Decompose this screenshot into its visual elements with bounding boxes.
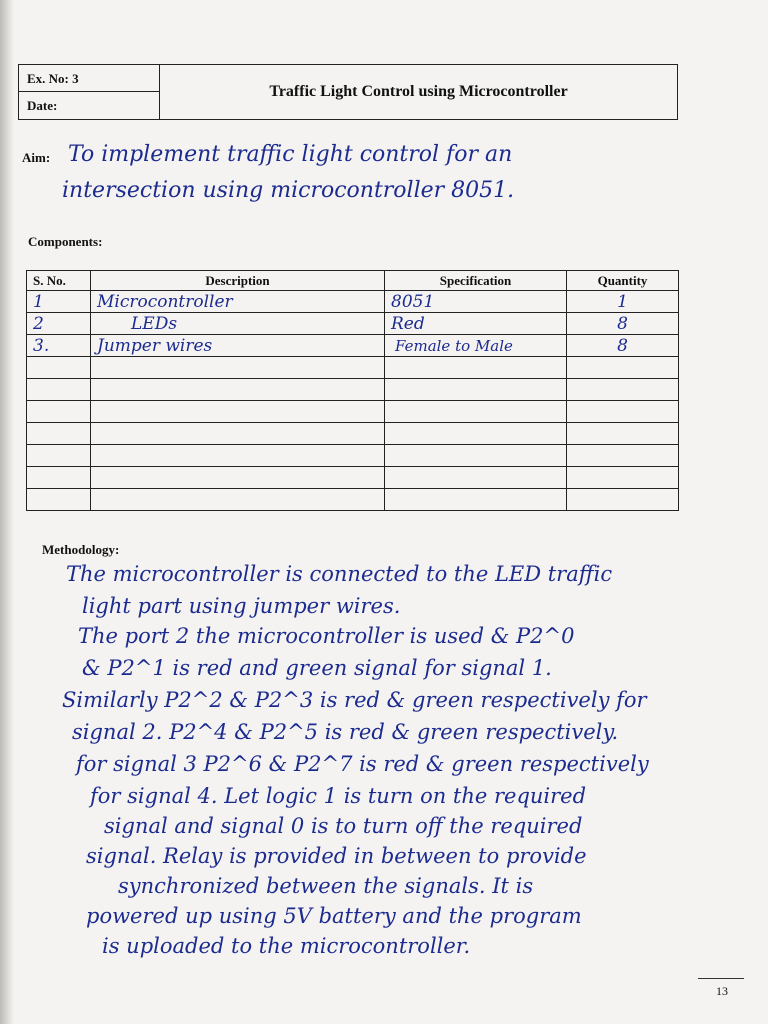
cell-quantity xyxy=(567,467,679,489)
cell-description: Microcontroller xyxy=(91,291,385,313)
cell-specification: 8051 xyxy=(385,291,567,313)
cell-sno xyxy=(27,467,91,489)
cell-sno xyxy=(27,357,91,379)
cell-description xyxy=(91,379,385,401)
components-table xyxy=(26,270,679,511)
cell-sno: 2 xyxy=(27,313,91,335)
cell-specification xyxy=(385,489,567,511)
column-header-sno: S. No. xyxy=(27,271,91,291)
methodology-line: synchronized between the signals. It is xyxy=(118,874,534,898)
cell-description xyxy=(91,423,385,445)
experiment-header xyxy=(18,64,678,120)
date-label: Date: xyxy=(27,98,58,113)
methodology-line: for signal 3 P2^6 & P2^7 is red & green respectively xyxy=(76,752,649,776)
cell-quantity: 1 xyxy=(567,291,679,313)
methodology-line: is uploaded to the microcontroller. xyxy=(102,934,471,958)
cell-sno: 1 xyxy=(27,291,91,313)
table-row xyxy=(27,467,679,489)
methodology-line: for signal 4. Let logic 1 is turn on the required xyxy=(90,784,587,808)
column-header-quantity: Quantity xyxy=(567,271,679,291)
cell-quantity xyxy=(567,489,679,511)
methodology-line: powered up using 5V battery and the program xyxy=(86,904,582,928)
column-header-specification: Specification xyxy=(385,271,567,291)
cell-specification: Red xyxy=(385,313,567,335)
cell-sno xyxy=(27,489,91,511)
methodology-line: & P2^1 is red and green signal for signal 1. xyxy=(82,656,552,680)
methodology-line: The port 2 the microcontroller is used & P2^0 xyxy=(78,624,575,648)
cell-sno xyxy=(27,401,91,423)
cell-quantity xyxy=(567,401,679,423)
cell-specification xyxy=(385,357,567,379)
methodology-line: Similarly P2^2 & P2^3 is red & green respectively for xyxy=(62,688,647,712)
cell-quantity xyxy=(567,423,679,445)
table-row xyxy=(27,445,679,467)
table-row xyxy=(27,335,679,357)
methodology-line: light part using jumper wires. xyxy=(82,594,401,618)
cell-description xyxy=(91,489,385,511)
footer-rule xyxy=(698,978,744,979)
cell-description xyxy=(91,357,385,379)
table-row xyxy=(27,313,679,335)
cell-specification xyxy=(385,379,567,401)
table-row xyxy=(27,291,679,313)
cell-specification: Female to Male xyxy=(385,335,567,357)
cell-quantity: 8 xyxy=(567,313,679,335)
cell-specification xyxy=(385,401,567,423)
page-title: Traffic Light Control using Microcontroller xyxy=(269,83,568,100)
methodology-label: Methodology: xyxy=(42,542,120,557)
cell-description xyxy=(91,445,385,467)
cell-quantity xyxy=(567,357,679,379)
header-divider xyxy=(19,91,159,92)
cell-sno xyxy=(27,379,91,401)
aim-text-line-1: To implement traffic light control for an xyxy=(68,142,513,167)
header-meta-cell xyxy=(19,65,160,119)
cell-quantity xyxy=(567,379,679,401)
methodology-line: signal and signal 0 is to turn off the required xyxy=(104,814,583,838)
experiment-number: Ex. No: 3 xyxy=(27,71,79,86)
column-header-description: Description xyxy=(91,271,385,291)
page-number: 13 xyxy=(716,984,728,998)
methodology-line: signal 2. P2^4 & P2^5 is red & green respectively. xyxy=(72,720,619,744)
cell-description xyxy=(91,401,385,423)
cell-specification xyxy=(385,445,567,467)
aim-text-line-2: intersection using microcontroller 8051. xyxy=(62,178,515,203)
table-row xyxy=(27,423,679,445)
cell-specification xyxy=(385,423,567,445)
table-row xyxy=(27,357,679,379)
cell-specification xyxy=(385,467,567,489)
cell-sno: 3. xyxy=(27,335,91,357)
table-row xyxy=(27,489,679,511)
cell-sno xyxy=(27,423,91,445)
table-row xyxy=(27,401,679,423)
table-row xyxy=(27,379,679,401)
cell-description xyxy=(91,467,385,489)
aim-label: Aim: xyxy=(22,150,51,165)
cell-quantity: 8 xyxy=(567,335,679,357)
table-header-row xyxy=(27,271,679,291)
methodology-line: The microcontroller is connected to the LED traffic xyxy=(66,562,613,586)
page-binding-shadow xyxy=(0,0,14,1024)
methodology-line: signal. Relay is provided in between to provide xyxy=(86,844,587,868)
components-label: Components: xyxy=(28,234,103,249)
cell-description: LEDs xyxy=(91,313,385,335)
cell-description: Jumper wires xyxy=(91,335,385,357)
cell-quantity xyxy=(567,445,679,467)
cell-sno xyxy=(27,445,91,467)
